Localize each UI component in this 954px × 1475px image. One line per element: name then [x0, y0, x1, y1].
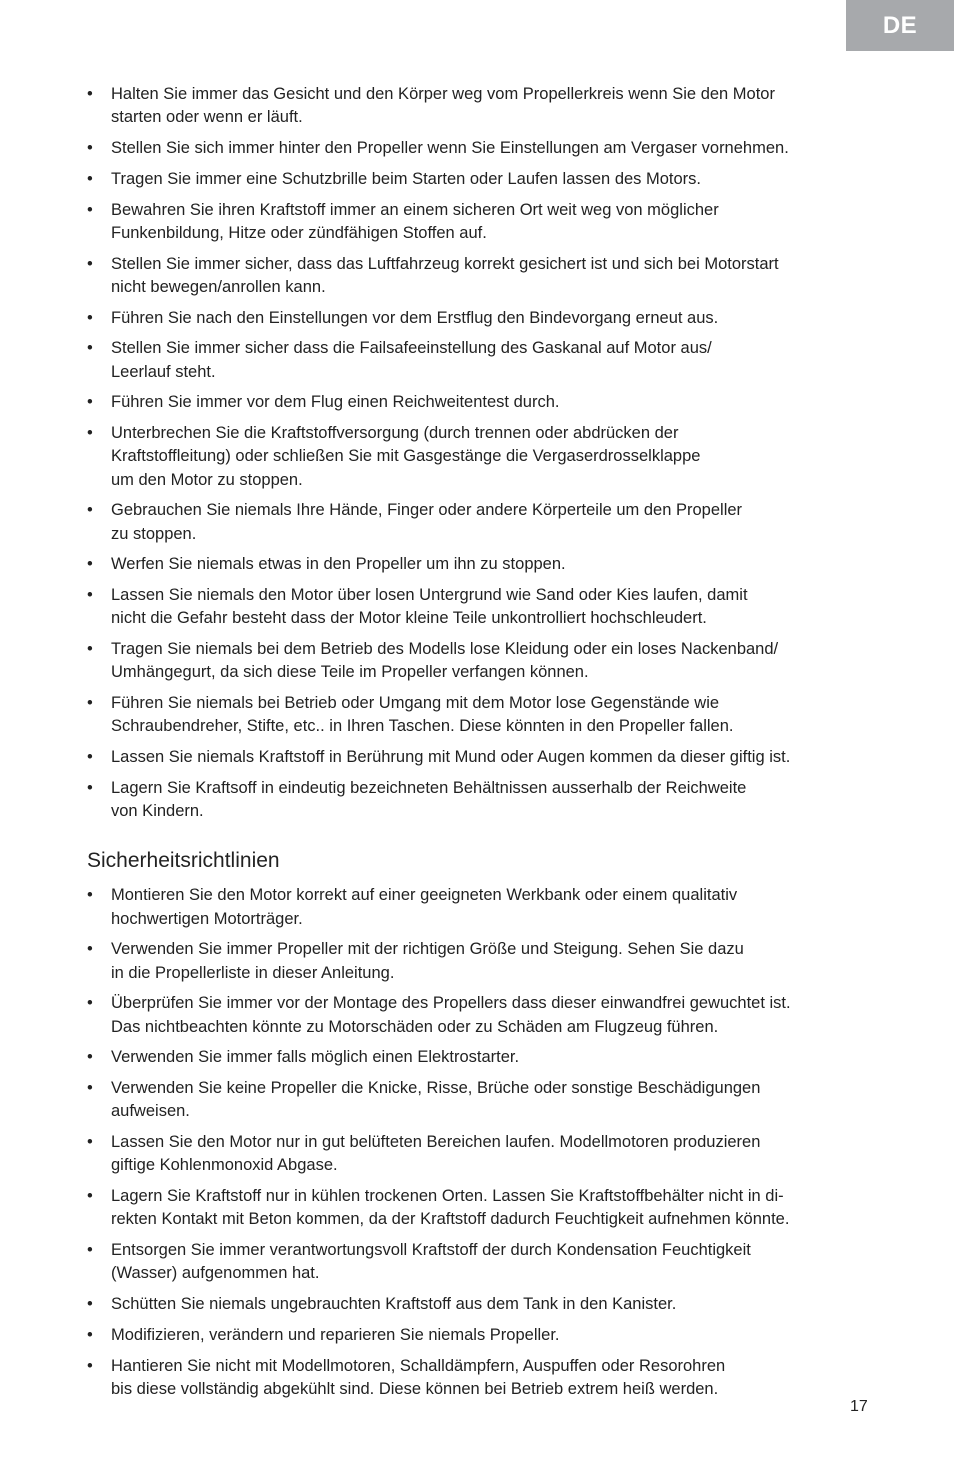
- list-item-text: rekten Kontakt mit Beton kommen, da der Kraftstoff dadurch Feuchtigkeit aufnehmen könnte.: [111, 1210, 790, 1229]
- list-item-text: Stellen Sie immer sicher, dass das Luftfahrzeug korrekt gesichert ist und sich bei Motorstart: [111, 254, 779, 273]
- bullet-icon: •: [87, 169, 93, 188]
- bullet-icon: •: [87, 339, 93, 358]
- list-item: [87, 1324, 877, 1347]
- bullet-icon: •: [87, 1079, 93, 1098]
- list-item: [87, 422, 877, 492]
- bullet-icon: •: [87, 200, 93, 219]
- list-item: [87, 1077, 877, 1123]
- list-item-text: Tragen Sie niemals bei dem Betrieb des Modells lose Kleidung oder ein loses Nackenband/: [111, 640, 779, 659]
- bullet-icon: •: [87, 1133, 93, 1152]
- bullet-icon: •: [87, 886, 93, 905]
- list-item: [87, 1355, 877, 1401]
- bullet-icon: •: [87, 501, 93, 520]
- list-item-text: Verwenden Sie keine Propeller die Knicke, Risse, Brüche oder sonstige Beschädigungen: [111, 1079, 761, 1098]
- bullet-icon: •: [87, 254, 93, 273]
- list-item: [87, 584, 877, 630]
- bullet-icon: •: [87, 139, 93, 157]
- bullet-icon: •: [87, 748, 93, 767]
- bullet-icon: •: [87, 1356, 93, 1375]
- bullet-icon: •: [87, 85, 93, 103]
- bullet-icon: •: [87, 308, 93, 327]
- list-item-text: Schütten Sie niemals ungebrauchten Kraftstoff aus dem Tank in den Kanister.: [111, 1295, 677, 1314]
- list-item-text: Montieren Sie den Motor korrekt auf einer geeigneten Werkbank oder einem qualitativ: [111, 886, 738, 905]
- list-item-text: nicht die Gefahr besteht dass der Motor kleine Teile unkontrolliert hochschleudert.: [111, 609, 707, 628]
- bullet-icon: •: [87, 778, 93, 797]
- bullet-icon: •: [87, 586, 93, 605]
- bullet-icon: •: [87, 1048, 93, 1067]
- safety-list: [87, 83, 877, 823]
- bullet-icon: •: [87, 424, 93, 443]
- list-item-text: Umhängegurt, da sich diese Teile im Propeller verfangen können.: [111, 663, 589, 682]
- list-item: [87, 1131, 877, 1177]
- list-item-text: Schraubendreher, Stifte, etc.. in Ihren Taschen. Diese könnten in den Propeller fallen.: [111, 717, 734, 736]
- language-tab: DE: [846, 0, 954, 51]
- list-item-text: Führen Sie immer vor dem Flug einen Reichweitentest durch.: [111, 393, 560, 412]
- list-item-text: Funkenbildung, Hitze oder zündfähigen Stoffen auf.: [111, 223, 487, 242]
- list-item: [87, 884, 877, 930]
- list-item-text: Stellen Sie sich immer hinter den Propeller wenn Sie Einstellungen am Vergaser vornehmen.: [111, 139, 789, 157]
- bullet-icon: •: [87, 393, 93, 412]
- list-item-text: giftige Kohlenmonoxid Abgase.: [111, 1156, 338, 1175]
- list-item-text: Das nichtbeachten könnte zu Motorschäden oder zu Schäden am Flugzeug führen.: [111, 1017, 719, 1036]
- list-item-text: bis diese vollständig abgekühlt sind. Diese können bei Betrieb extrem heiß werden.: [111, 1379, 719, 1398]
- list-item-text: zu stoppen.: [111, 524, 197, 543]
- bullet-icon: •: [87, 1241, 93, 1260]
- list-item-text: Tragen Sie immer eine Schutzbrille beim Starten oder Laufen lassen des Motors.: [111, 169, 702, 188]
- list-item-text: um den Motor zu stoppen.: [111, 470, 303, 489]
- list-item: [87, 638, 877, 684]
- list-item-text: Entsorgen Sie immer verantwortungsvoll Kraftstoff der durch Kondensation Feuchtigkeit: [111, 1241, 751, 1260]
- page-content: [87, 83, 877, 1409]
- list-item: [87, 777, 877, 823]
- bullet-icon: •: [87, 994, 93, 1013]
- list-item-text: Gebrauchen Sie niemals Ihre Hände, Finger oder andere Körperteile um den Propeller: [111, 501, 743, 520]
- list-item: [87, 692, 877, 738]
- list-item-text: Führen Sie niemals bei Betrieb oder Umgang mit dem Motor lose Gegenstände wie: [111, 694, 720, 713]
- list-item-text: Hantieren Sie nicht mit Modellmotoren, Schalldämpfern, Auspuffen oder Resorohren: [111, 1356, 726, 1375]
- list-item-text: Modifizieren, verändern und reparieren Sie niemals Propeller.: [111, 1325, 560, 1344]
- list-item: [87, 391, 877, 414]
- list-item: [87, 1046, 877, 1069]
- list-item-text: in die Propellerliste in dieser Anleitung.: [111, 963, 395, 982]
- list-item: [87, 1239, 877, 1285]
- bullet-icon: •: [87, 1187, 93, 1206]
- section-heading: Sicherheitsrichtlinien: [87, 849, 280, 873]
- list-item: [87, 168, 877, 191]
- list-item-text: Lagern Sie Kraftstoff nur in kühlen trockenen Orten. Lassen Sie Kraftstoffbehälter nicht in di-: [111, 1187, 784, 1206]
- list-item: [87, 746, 877, 769]
- list-item: [87, 499, 877, 545]
- list-item-text: Kraftstoffleitung) oder schließen Sie mit Gasgestänge die Vergaserdrosselklappe: [111, 447, 701, 466]
- list-item-text: aufweisen.: [111, 1102, 190, 1121]
- list-item-text: (Wasser) aufgenommen hat.: [111, 1264, 320, 1283]
- list-item: [87, 253, 877, 299]
- list-item: [87, 199, 877, 245]
- list-item: [87, 1185, 877, 1231]
- bullet-icon: •: [87, 555, 93, 574]
- bullet-icon: •: [87, 1325, 93, 1344]
- list-item-text: Halten Sie immer das Gesicht und den Körper weg vom Propellerkreis wenn Sie den Motor: [111, 85, 775, 103]
- page-number: 17: [850, 1398, 868, 1415]
- list-item: [87, 137, 877, 160]
- list-item-text: Verwenden Sie immer Propeller mit der richtigen Größe und Steigung. Sehen Sie dazu: [111, 940, 744, 959]
- list-item: [87, 938, 877, 984]
- list-item-text: nicht bewegen/anrollen kann.: [111, 277, 326, 296]
- list-item: [87, 307, 877, 330]
- list-item: [87, 553, 877, 576]
- list-item: [87, 337, 877, 383]
- list-item-text: Werfen Sie niemals etwas in den Propeller um ihn zu stoppen.: [111, 555, 566, 574]
- list-item-text: Führen Sie nach den Einstellungen vor dem Erstflug den Bindevorgang erneut aus.: [111, 308, 719, 327]
- guidelines-list: [87, 884, 877, 1401]
- list-item-text: von Kindern.: [111, 802, 204, 821]
- list-item-text: Verwenden Sie immer falls möglich einen Elektrostarter.: [111, 1048, 520, 1067]
- list-item-text: Lagern Sie Kraftsoff in eindeutig bezeichneten Behältnissen ausserhalb der Reichweite: [111, 778, 747, 797]
- list-item: [87, 83, 877, 129]
- list-item-text: Leerlauf steht.: [111, 362, 216, 381]
- list-item: [87, 992, 877, 1038]
- list-item-text: Lassen Sie den Motor nur in gut belüfteten Bereichen laufen. Modellmotoren produzieren: [111, 1133, 761, 1152]
- bullet-icon: •: [87, 940, 93, 959]
- list-item-text: Stellen Sie immer sicher dass die Failsafeeinstellung des Gaskanal auf Motor aus/: [111, 339, 712, 358]
- list-item-text: Unterbrechen Sie die Kraftstoffversorgung (durch trennen oder abdrücken der: [111, 424, 679, 443]
- bullet-icon: •: [87, 694, 93, 713]
- list-item-text: hochwertigen Motorträger.: [111, 909, 303, 928]
- list-item: [87, 1293, 877, 1316]
- list-item-text: Lassen Sie niemals den Motor über losen Untergrund wie Sand oder Kies laufen, damit: [111, 586, 748, 605]
- list-item-text: Bewahren Sie ihren Kraftstoff immer an einem sicheren Ort weit weg von möglicher: [111, 200, 719, 219]
- list-item-text: Überprüfen Sie immer vor der Montage des Propellers dass dieser einwandfrei gewuchtet ist.: [111, 994, 791, 1013]
- list-item-text: Lassen Sie niemals Kraftstoff in Berührung mit Mund oder Augen kommen da dieser giftig ist.: [111, 748, 791, 767]
- list-item-text: starten oder wenn er läuft.: [111, 108, 303, 127]
- bullet-icon: •: [87, 640, 93, 659]
- bullet-icon: •: [87, 1295, 93, 1314]
